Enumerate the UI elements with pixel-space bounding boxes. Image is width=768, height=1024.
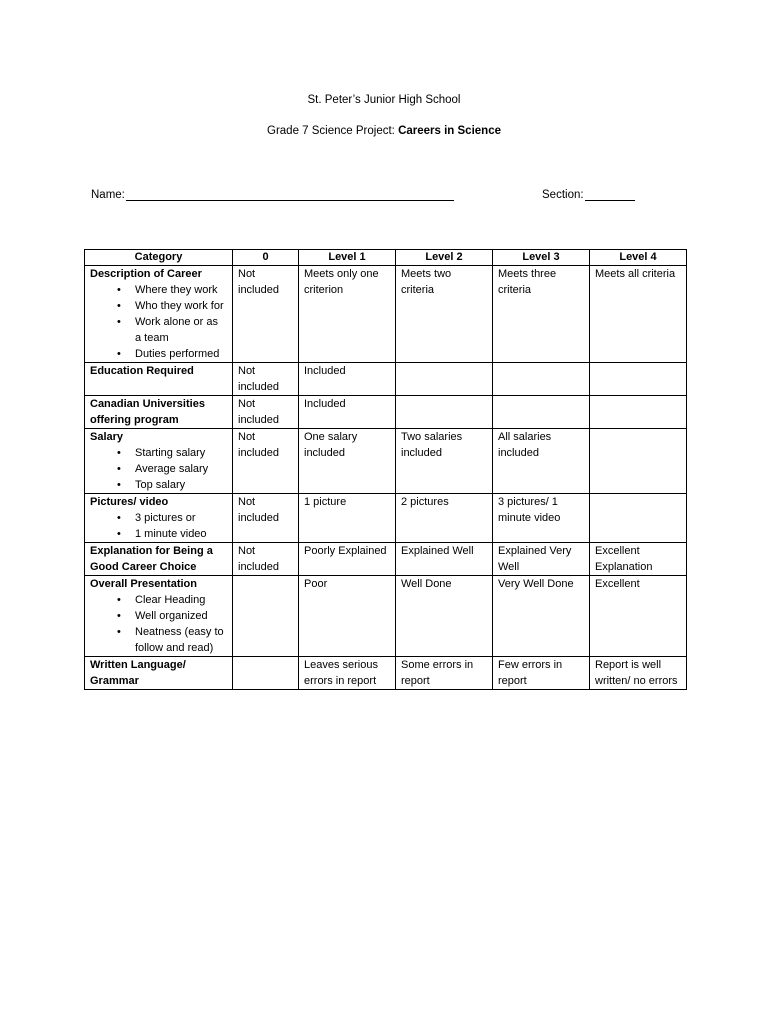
name-field[interactable] (91, 187, 454, 201)
score-0-cell: Not included (233, 494, 299, 543)
category-cell (85, 396, 233, 429)
level-2-cell: Explained Well (396, 543, 493, 576)
section-blank-line[interactable] (585, 187, 635, 201)
category-title: Education Required (90, 365, 194, 377)
level-2-cell: Some errors in report (396, 657, 493, 690)
level-4-cell: Excellent Explanation (590, 543, 687, 576)
level-4-cell: Meets all criteria (590, 266, 687, 363)
level-2-cell: 2 pictures (396, 494, 493, 543)
criteria-item: • Well organized (135, 608, 227, 624)
table-row (85, 576, 687, 657)
category-criteria-list (90, 592, 227, 656)
score-0-cell: Not included (233, 429, 299, 494)
category-cell (85, 266, 233, 363)
level-2-cell (396, 363, 493, 396)
level-1-cell: Poorly Explained (299, 543, 396, 576)
category-title: Description of Career (90, 268, 202, 280)
level-4-cell (590, 429, 687, 494)
table-row (85, 363, 687, 396)
category-title: Canadian Universities offering program (90, 398, 205, 426)
criteria-item: • Where they work (135, 282, 227, 298)
level-1-cell: Poor (299, 576, 396, 657)
project-prefix: Grade 7 Science Project: (267, 125, 399, 137)
category-cell (85, 576, 233, 657)
criteria-item: • 1 minute video (135, 526, 227, 542)
level-4-cell (590, 363, 687, 396)
column-header-level-4: Level 4 (590, 250, 687, 266)
category-criteria-list (90, 510, 227, 542)
name-label: Name: (91, 189, 125, 201)
level-3-cell (493, 363, 590, 396)
table-row (85, 429, 687, 494)
level-1-cell: One salary included (299, 429, 396, 494)
level-1-cell: Included (299, 396, 396, 429)
criteria-item: • Clear Heading (135, 592, 227, 608)
column-header-level-3: Level 3 (493, 250, 590, 266)
category-title: Explanation for Being a Good Career Choice (90, 545, 213, 573)
column-header-0: 0 (233, 250, 299, 266)
column-header-level-1: Level 1 (299, 250, 396, 266)
category-title: Salary (90, 431, 124, 443)
criteria-item: • Duties performed (135, 346, 227, 362)
level-1-cell: Meets only one criterion (299, 266, 396, 363)
category-cell (85, 494, 233, 543)
project-title (0, 125, 768, 137)
level-4-cell: Report is well written/ no errors (590, 657, 687, 690)
score-0-cell (233, 576, 299, 657)
name-blank-line[interactable] (126, 187, 454, 201)
score-0-cell: Not included (233, 266, 299, 363)
table-row (85, 266, 687, 363)
criteria-item: • Work alone or as a team (135, 314, 227, 346)
school-name: St. Peter’s Junior High School (307, 94, 461, 106)
category-title: Overall Presentation (90, 578, 197, 590)
table-row (85, 543, 687, 576)
score-0-cell (233, 657, 299, 690)
level-1-cell: Leaves serious errors in report (299, 657, 396, 690)
level-3-cell: 3 pictures/ 1 minute video (493, 494, 590, 543)
level-2-cell: Meets two criteria (396, 266, 493, 363)
category-cell (85, 657, 233, 690)
level-3-cell: Few errors in report (493, 657, 590, 690)
level-3-cell: Explained Very Well (493, 543, 590, 576)
section-label: Section: (542, 189, 584, 201)
rubric-table (84, 249, 687, 690)
level-3-cell: Meets three criteria (493, 266, 590, 363)
header-row (85, 250, 687, 266)
criteria-item: • Average salary (135, 461, 227, 477)
level-2-cell: Two salaries included (396, 429, 493, 494)
table-row (85, 657, 687, 690)
score-0-cell: Not included (233, 543, 299, 576)
criteria-item: • Starting salary (135, 445, 227, 461)
score-0-cell: Not included (233, 396, 299, 429)
level-4-cell (590, 494, 687, 543)
category-title: Written Language/ Grammar (90, 659, 186, 687)
project-topic: Careers in Science (398, 125, 501, 137)
table-row (85, 494, 687, 543)
criteria-item: • Who they work for (135, 298, 227, 314)
criteria-item: • Top salary (135, 477, 227, 493)
category-cell (85, 363, 233, 396)
section-field[interactable] (542, 187, 635, 201)
score-0-cell: Not included (233, 363, 299, 396)
column-header-level-2: Level 2 (396, 250, 493, 266)
level-3-cell: Very Well Done (493, 576, 590, 657)
table-row (85, 396, 687, 429)
criteria-item: • Neatness (easy to follow and read) (135, 624, 227, 656)
level-2-cell: Well Done (396, 576, 493, 657)
level-4-cell (590, 396, 687, 429)
level-1-cell: 1 picture (299, 494, 396, 543)
category-criteria-list (90, 282, 227, 362)
criteria-item: • 3 pictures or (135, 510, 227, 526)
category-title: Pictures/ video (90, 496, 169, 508)
column-header-category: Category (85, 250, 233, 266)
category-cell (85, 429, 233, 494)
level-3-cell (493, 396, 590, 429)
level-3-cell: All salaries included (493, 429, 590, 494)
level-4-cell: Excellent (590, 576, 687, 657)
category-criteria-list (90, 445, 227, 493)
level-2-cell (396, 396, 493, 429)
category-cell (85, 543, 233, 576)
level-1-cell: Included (299, 363, 396, 396)
